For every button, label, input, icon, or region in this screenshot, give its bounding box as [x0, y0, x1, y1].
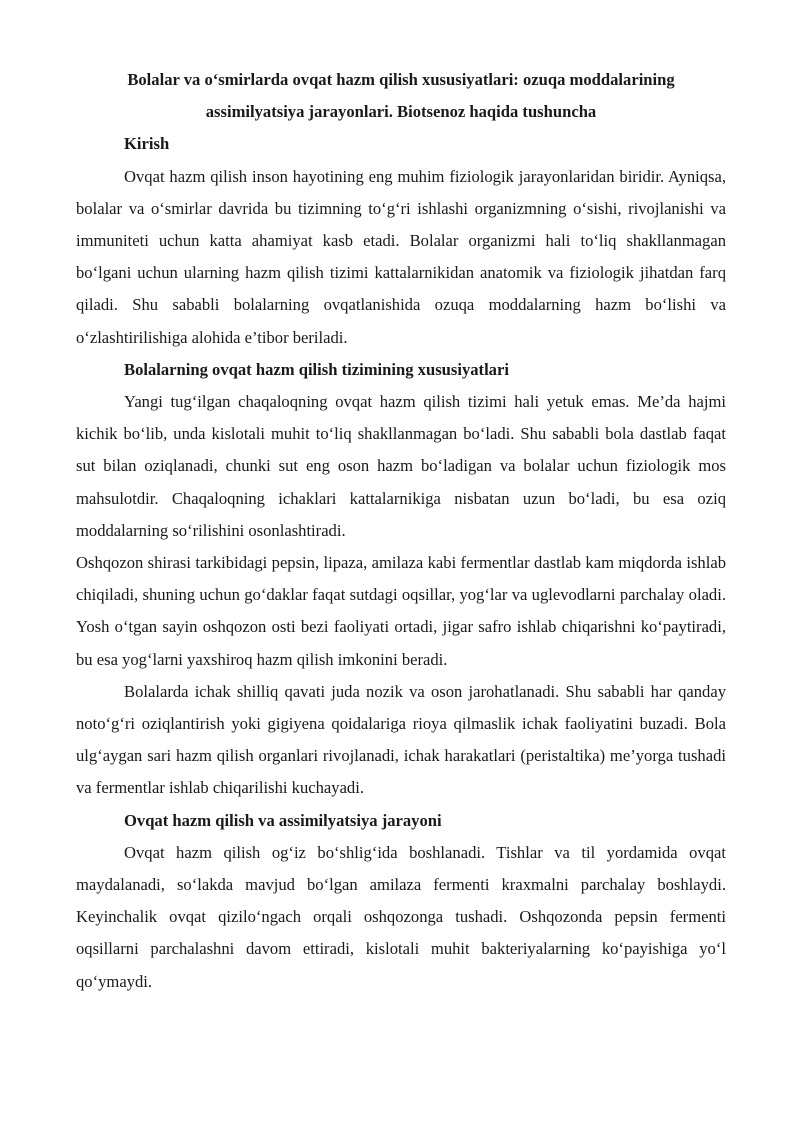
- paragraph-intro: Ovqat hazm qilish inson hayotining eng muhim fiziologik jarayonlaridan biridir. Ayniqsa, bolalar va o‘smirlar davrida bu tizimning to‘g‘ri ishlashi organizmning o‘sishi, rivojlanishi va immuniteti uchun katta ahamiyat kasb etadi. Bolalar organizmi hali to‘liq shakllanmagan bo‘lgani uchun ularning hazm qilish tizimi kattalarnikidan anatomik va fiziologik jihatdan farq qiladi. Shu sababli bolalarning ovqatlanishida ozuqa moddalarning hazm bo‘lishi va o‘zlashtirilishiga alohida e’tibor beriladi.: [76, 166, 726, 347]
- paragraph-enzymes: Oshqozon shirasi tarkibidagi pepsin, lipaza, amilaza kabi fermentlar dastlab kam miqdorda ishlab chiqiladi, shuning uchun go‘daklar faqat sutdagi oqsillar, yog‘lar va uglevodlarni parchalay oladi. Yosh o‘tgan sayin oshqozon osti bezi faoliyati ortadi, jigar safro ishlab chiqarishni ko‘paytiradi, bu esa yog‘larni yaxshiroq hazm qilish imkonini beradi.: [76, 553, 726, 669]
- document-title: Bolalar va o‘smirlarda ovqat hazm qilish xususiyatlari: ozuqa moddalarining assimilyatsiya jarayonlari. Biotsenoz haqida tushuncha: [127, 70, 675, 122]
- section-heading-features: Bolalarning ovqat hazm qilish tizimining xususiyatlari: [124, 359, 509, 379]
- section-heading-kirish: Kirish: [124, 134, 170, 154]
- paragraph-newborn: Yangi tug‘ilgan chaqaloqning ovqat hazm qilish tizimi hali yetuk emas. Me’da hajmi kichik bo‘lib, unda kislotali muhit to‘liq shakllanmagan bo‘ladi. Shu sababli bola dastlab faqat sut bilan oziqlanadi, chunki sut eng oson hazm bo‘ladigan va bolalar uchun fiziologik mos mahsulotdir. Chaqaloqning ichaklari kattalarnikiga nisbatan uzun bo‘ladi, bu esa oziq moddalarning so‘rilishini osonlashtiradi.: [76, 392, 726, 540]
- paragraph-digestion-start: Ovqat hazm qilish og‘iz bo‘shlig‘ida boshlanadi. Tishlar va til yordamida ovqat maydalanadi, so‘lakda mavjud bo‘lgan amilaza fermenti kraxmalni parchalay boshlaydi. Keyinchalik ovqat qizilo‘ngach orqali oshqozonga tushadi. Oshqozonda pepsin fermenti oqsillarni parchalashni davom ettiradi, kislotali muhit bakteriyalarning ko‘payishiga yo‘l qo‘ymaydi.: [76, 842, 726, 991]
- section-heading-assimilation: Ovqat hazm qilish va assimilyatsiya jarayoni: [124, 810, 442, 830]
- paragraph-intestine: Bolalarda ichak shilliq qavati juda nozik va oson jarohatlanadi. Shu sababli har qanday noto‘g‘ri oziqlantirish yoki gigiyena qoidalariga rioya qilmaslik ichak faoliyatini buzadi. Bola ulg‘aygan sari hazm qilish organlari rivojlanadi, ichak harakatlari (peristaltika) me’yorga tushadi va fermentlar ishlab chiqarilishi kuchayadi.: [76, 681, 726, 798]
